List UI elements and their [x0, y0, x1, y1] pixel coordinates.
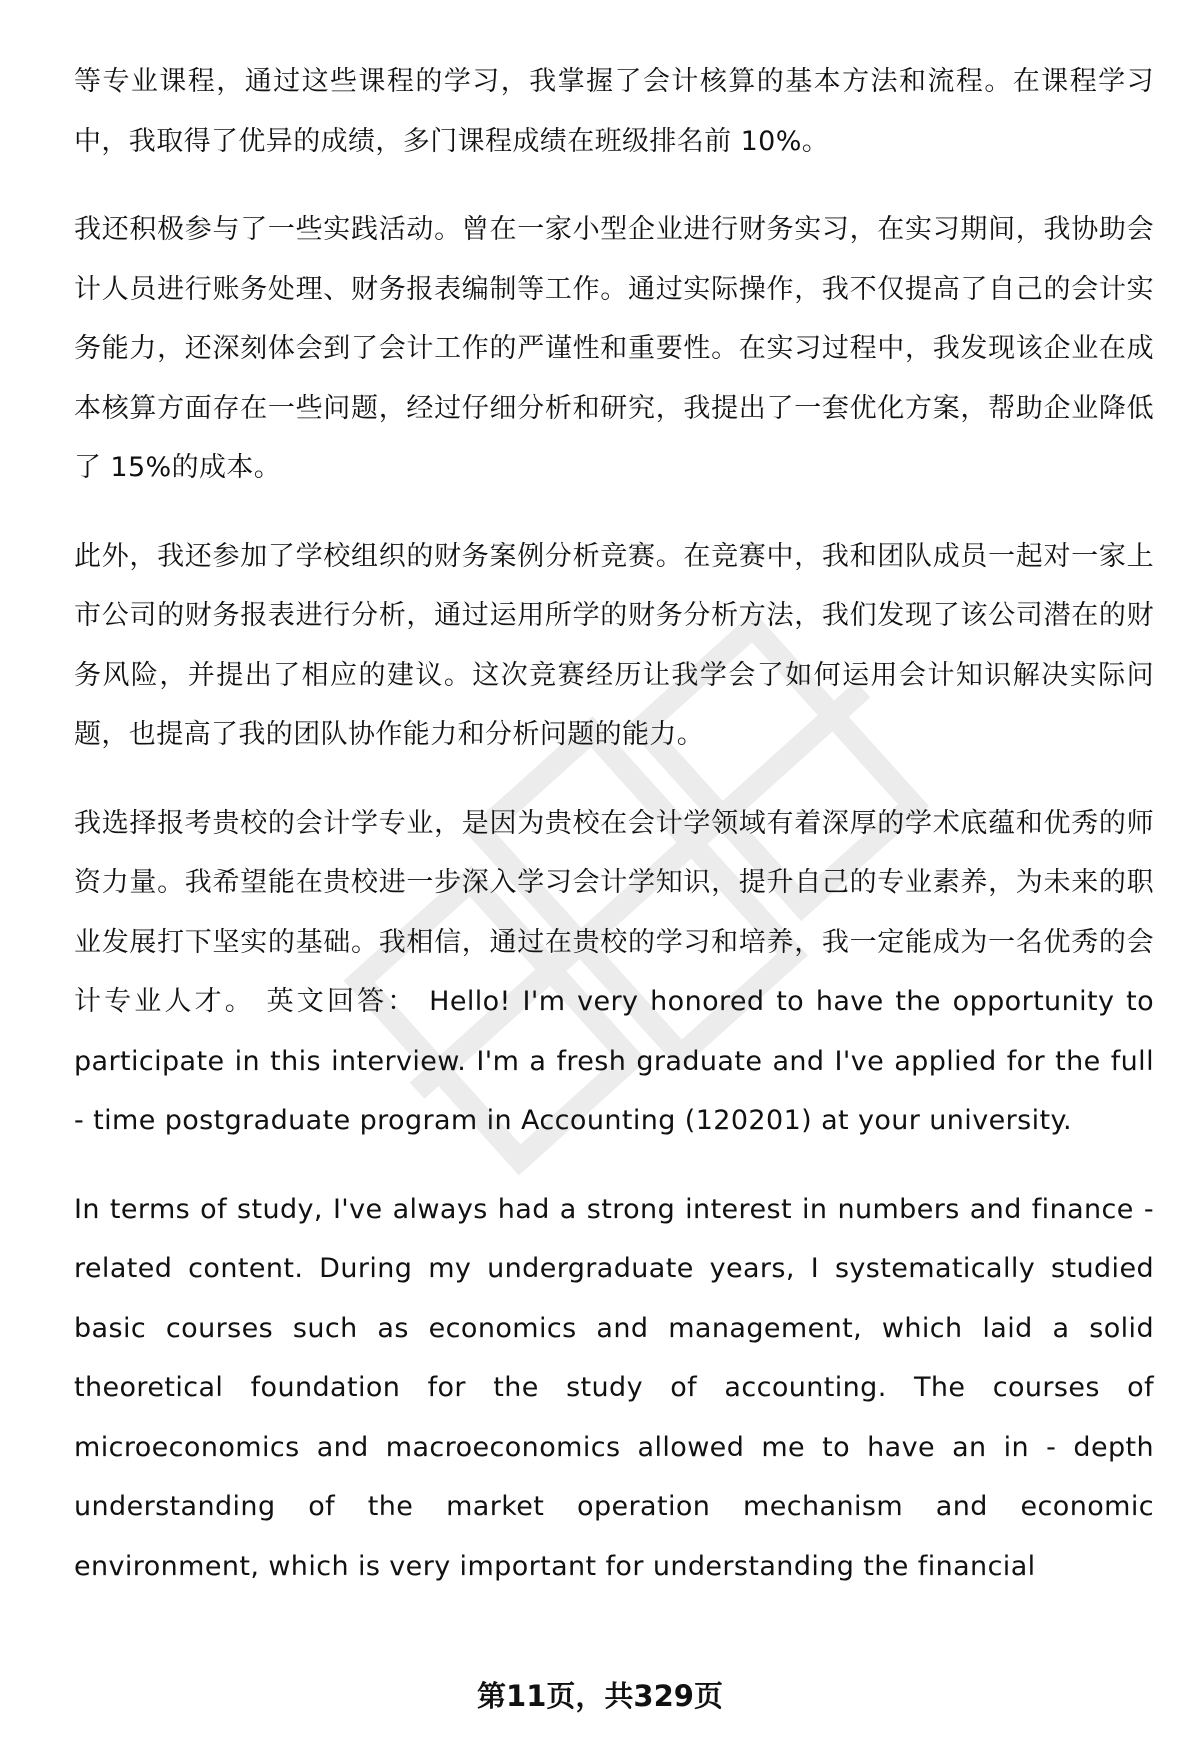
paragraph-motivation-and-english-intro: 我选择报考贵校的会计学专业，是因为贵校在会计学领域有着深厚的学术底蕴和优秀的师资力量。我希望能在贵校进一步深入学习会计学知识，提升自己的专业素养，为未来的职业发展打下坚实的基础。我相信，通过在贵校的学习和培养，我一定能成为一名优秀的会计专业人才。 英文回答： Hello! I'm very honored to have the opportunity to participate in this interview. I'm a fresh graduate and I've applied for the full - time postgraduate program in Accounting (120201) at your university. [74, 807, 1154, 1136]
paragraph-gap [74, 765, 1154, 794]
paragraph-english-study: In terms of study, I've always had a strong interest in numbers and finance - related content. During my undergraduate years, I systematically studied basic courses such as economics and management, which laid a solid theoretical foundation for the study of accounting. The courses of microeconomics and macroeconomics allowed me to have an in - depth understanding of the market operation mechanism and economic environment, which is very important for understanding the financial [74, 1193, 1154, 1582]
paragraph-gap [74, 498, 1154, 527]
paragraph-course-study: 等专业课程，通过这些课程的学习，我掌握了会计核算的基本方法和流程。在课程学习中，我取得了优异的成绩，多门课程成绩在班级排名前 10%。 [74, 66, 1154, 157]
page-number-footer: 第11页，共329页 [477, 1679, 723, 1713]
paragraph-competition: 此外，我还参加了学校组织的财务案例分析竞赛。在竞赛中，我和团队成员一起对一家上市公司的财务报表进行分析，通过运用所学的财务分析方法，我们发现了该公司潜在的财务风险，并提出了相应的建议。这次竞赛经历让我学会了如何运用会计知识解决实际问题，也提高了我的团队协作能力和分析问题的能力。 [74, 540, 1154, 750]
paragraph-gap [74, 171, 1154, 200]
paragraph-gap [74, 1151, 1154, 1180]
paragraph-internship: 我还积极参与了一些实践活动。曾在一家小型企业进行财务实习，在实习期间，我协助会计人员进行账务处理、财务报表编制等工作。通过实际操作，我不仅提高了自己的会计实务能力，还深刻体会到了会计工作的严谨性和重要性。在实习过程中，我发现该企业在成本核算方面存在一些问题，经过仔细分析和研究，我提出了一套优化方案，帮助企业降低了 15%的成本。 [74, 214, 1154, 483]
document-body [74, 52, 1154, 1596]
